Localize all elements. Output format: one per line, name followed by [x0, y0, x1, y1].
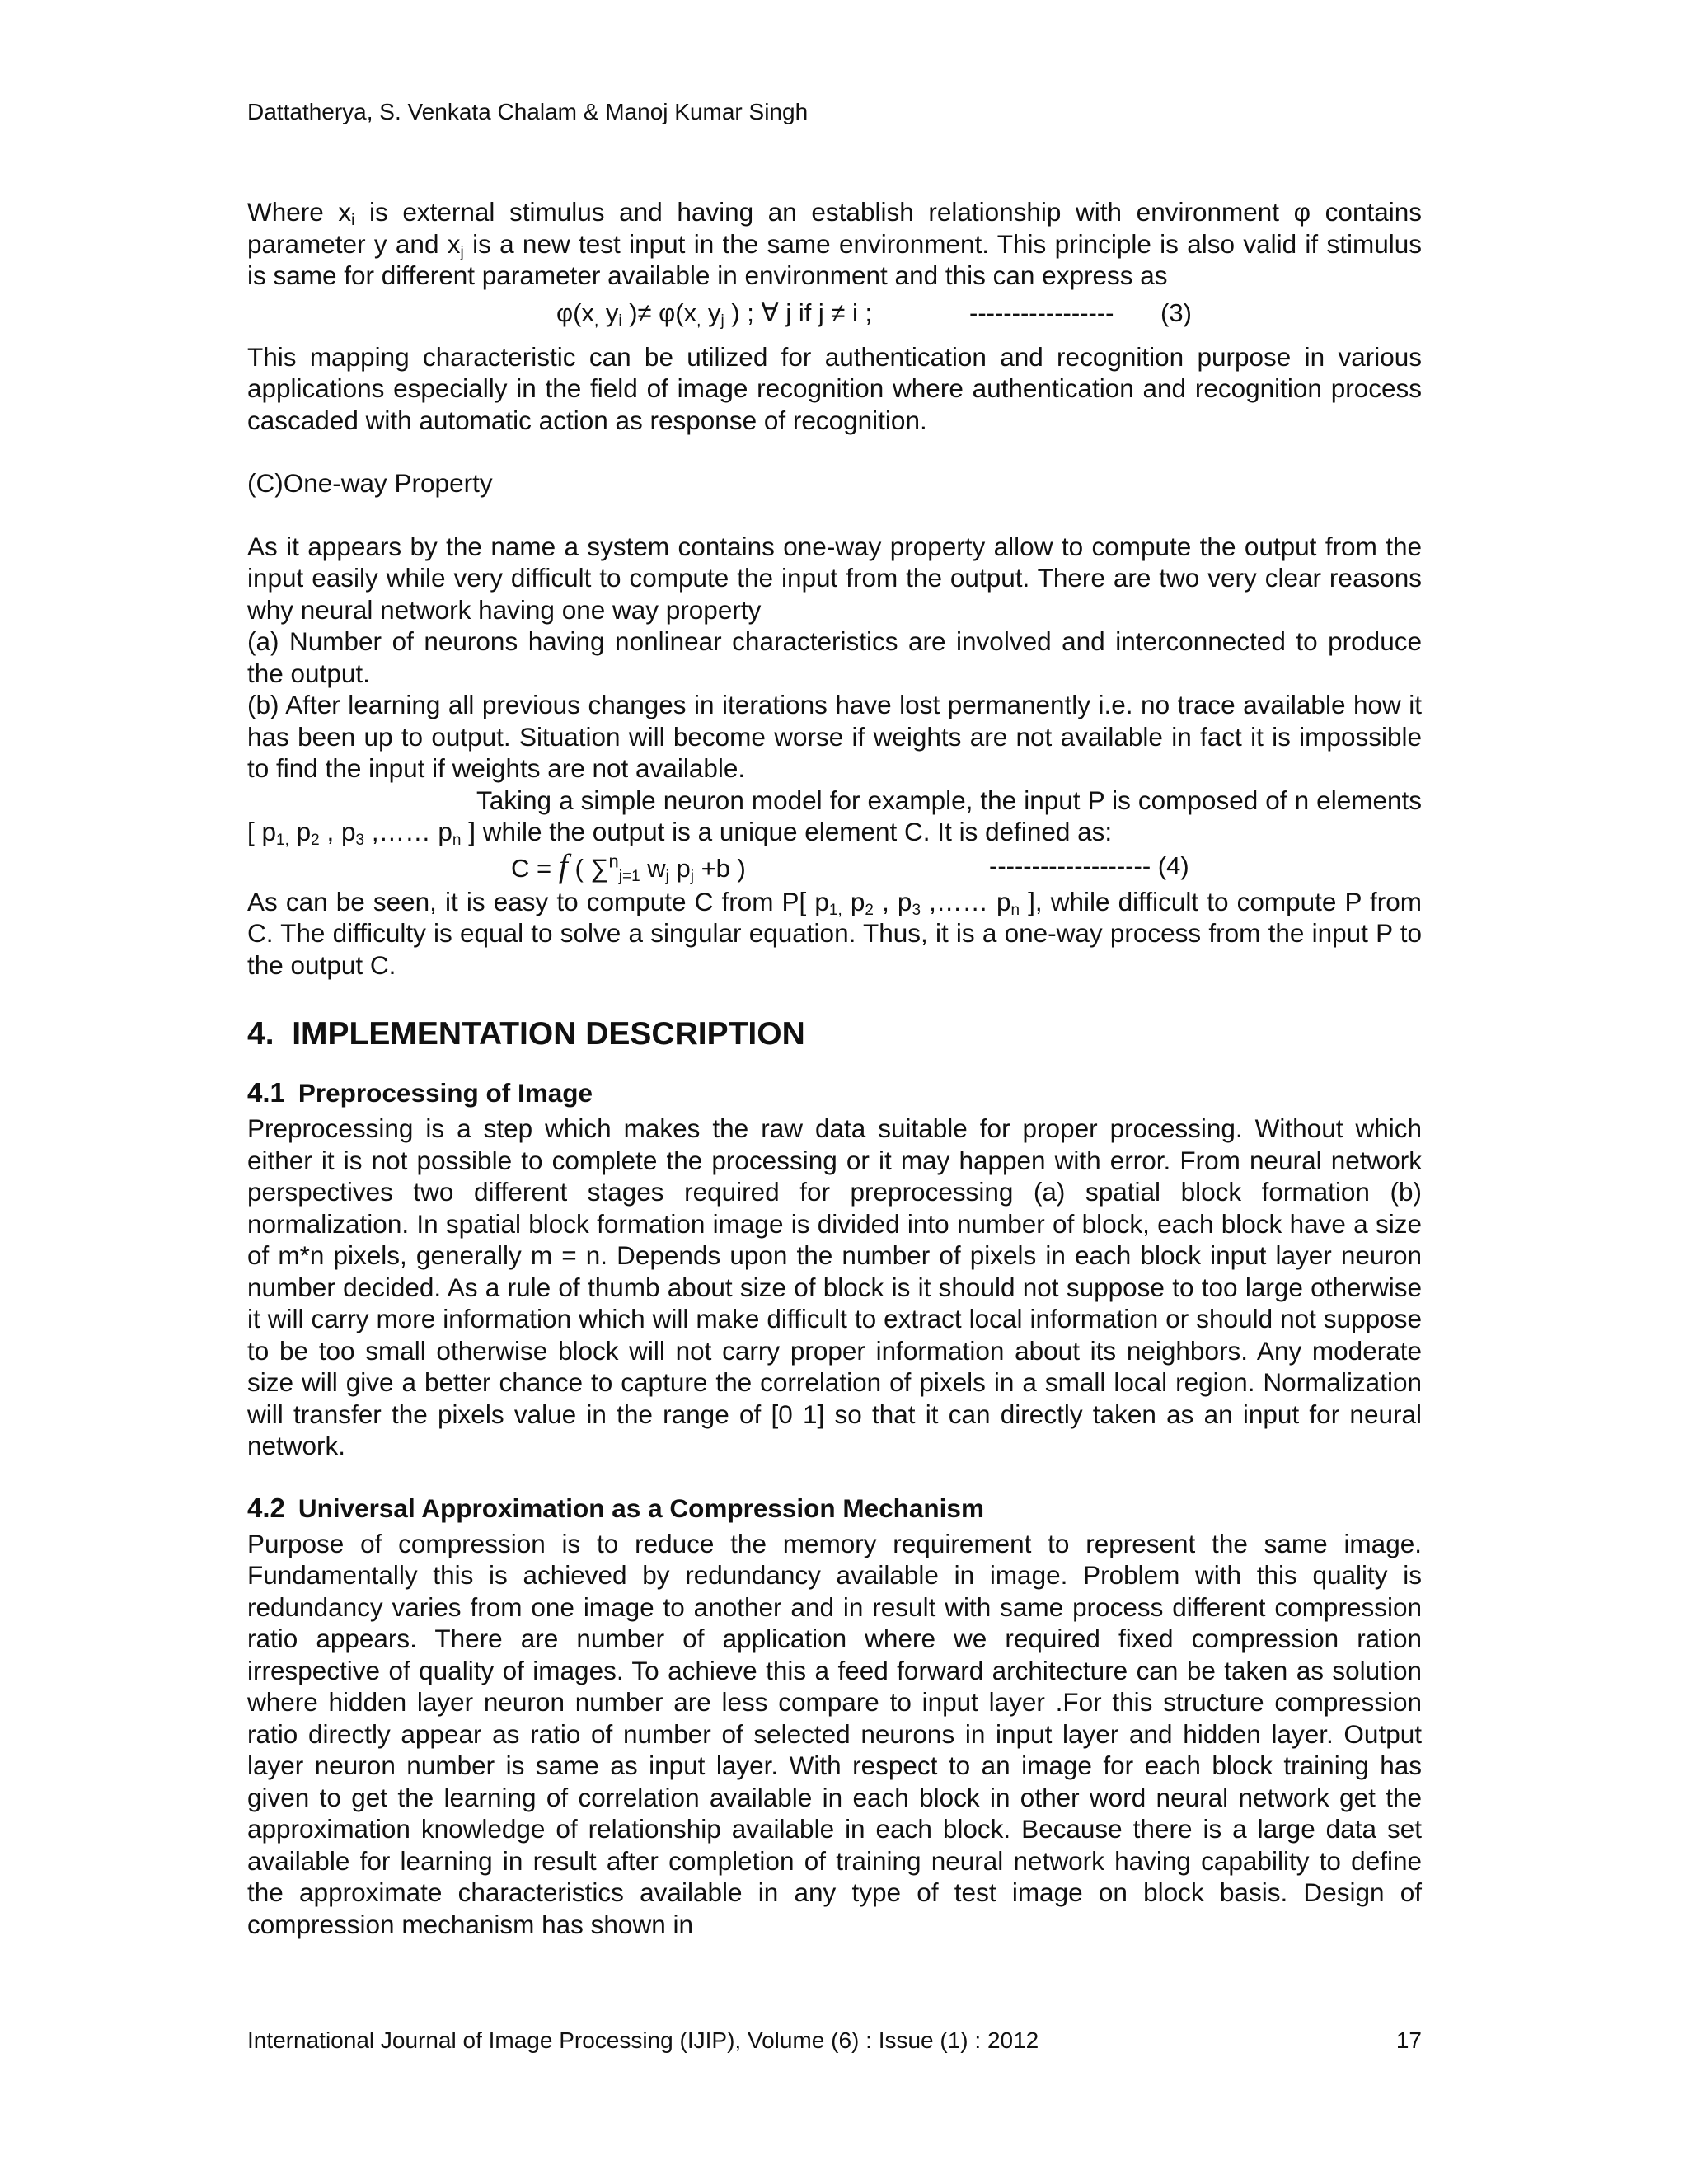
eq-sub: ,: [593, 312, 599, 330]
text-run: ] while the output is a unique element C. It is defined as:: [461, 817, 1113, 846]
eq-sub: j=1: [618, 867, 640, 885]
footer-journal: International Journal of Image Processing (IJIP), Volume (6) : Issue (1) : 2012: [247, 2027, 1039, 2053]
eq-run: )≠ φ(x: [621, 298, 697, 327]
subsection-heading-4-2: [247, 1492, 1422, 1525]
text-run: , p: [319, 817, 356, 846]
subscript: 1,: [828, 901, 842, 919]
subscript: j: [460, 243, 464, 261]
equation-4-body: [511, 846, 746, 885]
eq-sub: ,: [696, 312, 701, 330]
running-header: Dattatherya, S. Venkata Chalam & Manoj Kumar Singh: [247, 99, 809, 124]
eq-sub: j: [720, 312, 724, 330]
subscript: 1,: [276, 832, 289, 849]
eq-run: w: [640, 853, 666, 883]
paragraph-reason-a: (a) Number of neurons having nonlinear characteristics are involved and interconnected to produce the output.: [247, 626, 1422, 688]
text-run: As can be seen, it is easy to compute C from P[ p: [247, 886, 829, 916]
text-run: is external stimulus and having an establish relationship with environment φ contains parameter y and x: [247, 197, 1422, 259]
paper-page: [247, 0, 1422, 2184]
section-number: 4.: [247, 1016, 274, 1052]
paragraph-one-way: As it appears by the name a system contains one-way property allow to compute the output from the input easily while very difficult to compute the input from the output. There are two very clear reasons why neural network having one way property: [247, 531, 1422, 625]
equation-4: [247, 846, 1422, 885]
page-content: [247, 196, 1422, 1940]
subsection-number: 4.1: [247, 1077, 285, 1108]
page-footer: [247, 2026, 1422, 2055]
text-run: ,…… p: [364, 817, 452, 846]
page-number: 17: [1395, 2027, 1422, 2053]
paragraph-preprocessing: Preprocessing is a step which makes the raw data suitable for proper processing. Without which either it is not possible to complete the processing or it may happen with error. From neural network perspectives two different stages required for preprocessing (a) spatial block formation (b) normalization. In spatial block formation image is divided into number of block, each block have a size of m*n pixels, generally m = n. Depends upon the number of pixels in each block input layer neuron number decided. As a rule of thumb about size of block is it should not suppose to too large otherwise it will carry more information which will make difficult to extract local information or should not suppose to be too small otherwise block will not carry proper information about its neighbors. Any moderate size will give a better chance to capture the correlation of pixels in a small local region. Normalization will transfer the pixels value in the range of [0 1] so that it can directly taken as an input for neural network.: [247, 1113, 1422, 1460]
subscript: n: [1010, 901, 1020, 919]
subscript: 3: [912, 901, 921, 919]
eq-sub: j: [690, 867, 694, 885]
subsection-title-text: Universal Approximation as a Compression Mechanism: [298, 1493, 984, 1523]
eq-run: y: [701, 298, 721, 327]
spacer: [247, 436, 1422, 467]
equation-3-label: (3): [1160, 298, 1192, 327]
equation-4-dashes: -------------------: [989, 851, 1151, 880]
text-run: is a new test input in the same environment. This principle is also valid if stimulus is same for different parameter available in environment and this can express as: [247, 228, 1422, 290]
paragraph-compression: Purpose of compression is to reduce the memory requirement to represent the same image. Fundamentally this is achieved by redundancy available in image. Problem with this quality is redundancy varies from one image to another and in result with same process different compression ratio appears. There are number of application where we required fixed compression ration irrespective of quality of images. To achieve this a feed forward architecture can be taken as solution where hidden layer neuron number are less compare to input layer .For this structure compression ratio directly appear as ratio of number of selected neurons in input layer and hidden layer. Output layer neuron number is same as input layer. With respect to an image for each block training has given to get the learning of correlation available in each block in other word neural network get the approximation knowledge of relationship available in each block. Because there is a large data set available for learning in result after completion of training neural network having capability to define the approximate characteristics available in any type of test image on block basis. Design of compression mechanism has shown in: [247, 1528, 1422, 1939]
subscript: 2: [311, 832, 320, 849]
subsection-heading-4-1: [247, 1076, 1422, 1109]
section-title-text: IMPLEMENTATION DESCRIPTION: [292, 1016, 805, 1052]
subscript: n: [452, 832, 462, 849]
eq-run: C =: [511, 853, 559, 883]
subsection-title-text: Preprocessing of Image: [298, 1078, 593, 1108]
equation-4-label: (4): [1151, 851, 1189, 880]
paragraph-one-way-process: [247, 886, 1422, 982]
text-run: p: [288, 817, 312, 846]
text-run: ,…… p: [921, 886, 1011, 916]
eq-run: ) ; ∀ j if j ≠ i ;: [724, 298, 873, 327]
equation-3-dashes: -----------------: [969, 298, 1114, 327]
eq-run: +b ): [693, 853, 746, 883]
subsection-number: 4.2: [247, 1492, 285, 1523]
paragraph-reason-b: (b) After learning all previous changes in iterations have lost permanently i.e. no trace available how it has been up to output. Situation will become worse if weights are not available in fact it is impossible to find the input if weights are not available.: [247, 690, 1422, 783]
equation-3: [247, 297, 1422, 330]
text-run: ], while difficult to compute P from C. The difficulty is equal to solve a singular equation. Thus, it is a one-way process from the input P to the output C.: [247, 886, 1423, 980]
eq-sub: i: [618, 312, 622, 330]
eq-run: p: [668, 853, 691, 883]
equation-3-body: [556, 297, 872, 330]
text-run: , p: [873, 886, 912, 916]
spacer: [247, 499, 1422, 531]
text-run: p: [842, 886, 865, 916]
subscript: 2: [865, 901, 874, 919]
subscript: 3: [355, 832, 365, 849]
paragraph-stimulus: [247, 196, 1422, 292]
text-run: Where x: [247, 197, 352, 227]
text-run: Taking a simple neuron model for example, the input P is composed of n elements [ p: [247, 785, 1422, 846]
eq-run: y: [598, 298, 619, 327]
paragraph-mapping: This mapping characteristic can be utilized for authentication and recognition purpose in various applications especially in the field of image recognition where authentication and recognition process cascaded with automatic action as response of recognition.: [247, 341, 1422, 435]
eq-sub: j: [665, 867, 669, 885]
equation-4-tail: [989, 850, 1189, 883]
heading-one-way-property: (C)One-way Property: [247, 468, 493, 498]
eq-run: φ(x: [556, 298, 594, 327]
paragraph-neuron-model: [247, 785, 1422, 848]
eq-run: ( ∑: [567, 853, 609, 883]
function-symbol: f: [558, 846, 568, 884]
eq-sup: n: [608, 851, 619, 872]
subscript: i: [351, 212, 355, 229]
section-heading-4: [247, 1015, 1422, 1053]
